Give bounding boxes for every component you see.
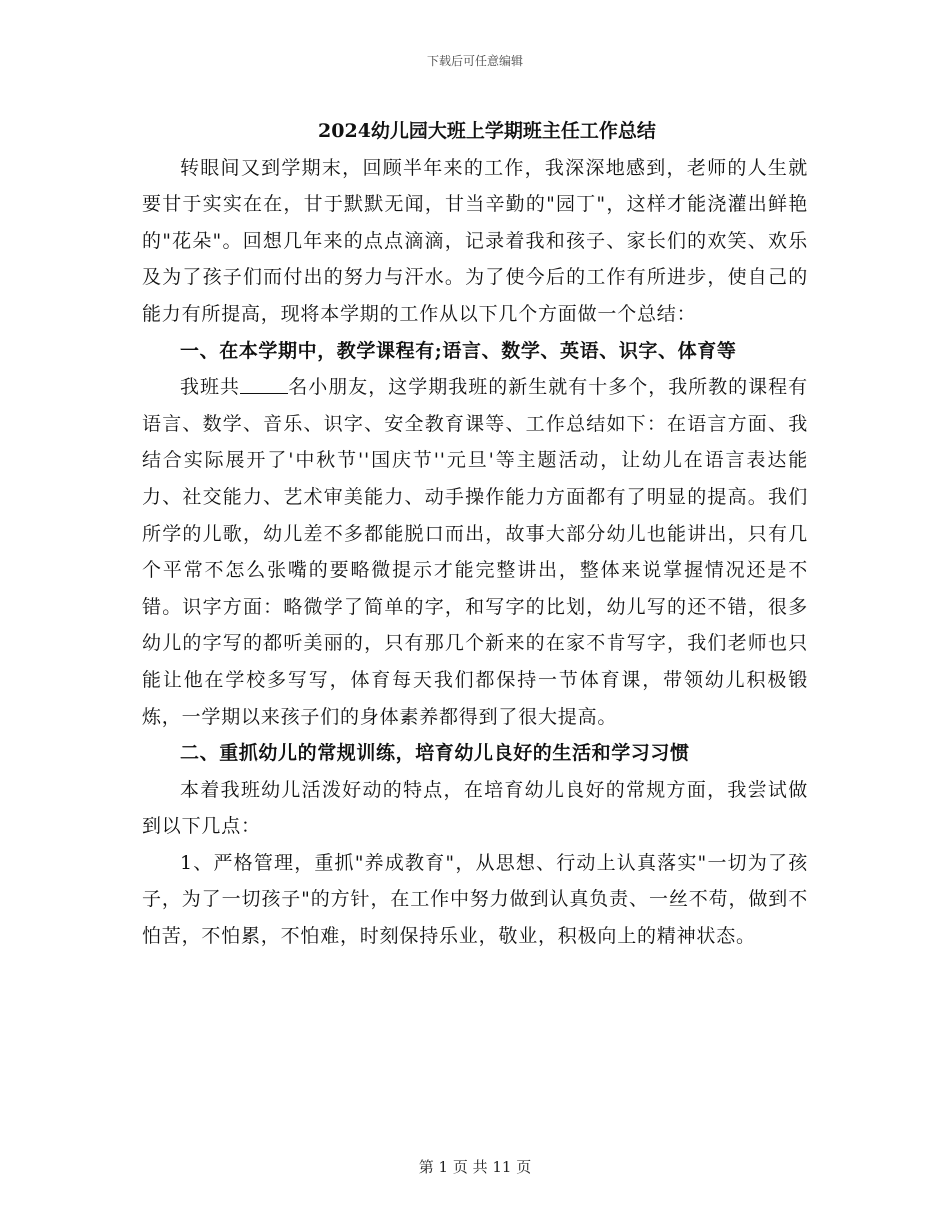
section-1-heading: 一、在本学期中，教学课程有;语言、数学、英语、识字、体育等 [180,339,737,362]
intro-paragraph: 转眼间又到学期末，回顾半年来的工作，我深深地感到，老师的人生就要甘于实实在在，甘于默默无闻，甘当辛勤的"园丁"，这样才能浇灌出鲜艳的"花朵"。回想几年来的点点滴滴，记录着我和孩子、家长们的欢笑、欢乐及为了孩子们而付出的努力与汗水。为了使今后的工作有所进步，使自己的能力有所提高，现将本学期的工作从以下几个方面做一个总结： [142,156,808,325]
document-title: 2024幼儿园大班上学期班主任工作总结 [318,120,656,142]
section-2-paragraph-2: 1、严格管理，重抓"养成教育"，从思想、行动上认真落实"一切为了孩子，为了一切孩子"的方针，在工作中努力做到认真负责、一丝不苟，做到不怕苦，不怕累，不怕难，时刻保持乐业，敬业，积极向上的精神状态。 [142,851,808,948]
section-2-heading: 二、重抓幼儿的常规训练，培育幼儿良好的生活和学习习惯 [180,742,690,765]
download-note: 下载后可任意编辑 [426,54,523,68]
document-body [142,113,808,955]
section-1-paragraph [142,369,808,735]
class-size-blank [240,375,288,394]
section-2-paragraph-1: 本着我班幼儿活泼好动的特点，在培育幼儿良好的常规方面，我尝试做到以下几点： [142,778,808,838]
class-size-prefix: 我班共 [180,376,240,399]
page-number: 第 1 页 共 11 页 [418,1158,532,1176]
section-1-text: 名小朋友，这学期我班的新生就有十多个，我所教的课程有语言、数学、音乐、识字、安全教育课等、工作总结如下：在语言方面、我结合实际展开了'中秋节''国庆节''元旦'等主题活动，让幼儿在语言表达能力、社交能力、艺术审美能力、动手操作能力方面都有了明显的提高。我们所学的儿歌，幼儿差不多都能脱口而出，故事大部分幼儿也能讲出，只有几个平常不怎么张嘴的要略微提示才能完整讲出，整体来说掌握情况还是不错。识字方面：略微学了简单的字，和写字的比划，幼儿写的还不错，很多幼儿的字写的都听美丽的，只有那几个新来的在家不肯写字，我们老师也只能让他在学校多写写，体育每天我们都保持一节体育课，带领幼儿积极锻炼，一学期以来孩子们的身体素养都得到了很大提高。 [142,376,808,728]
